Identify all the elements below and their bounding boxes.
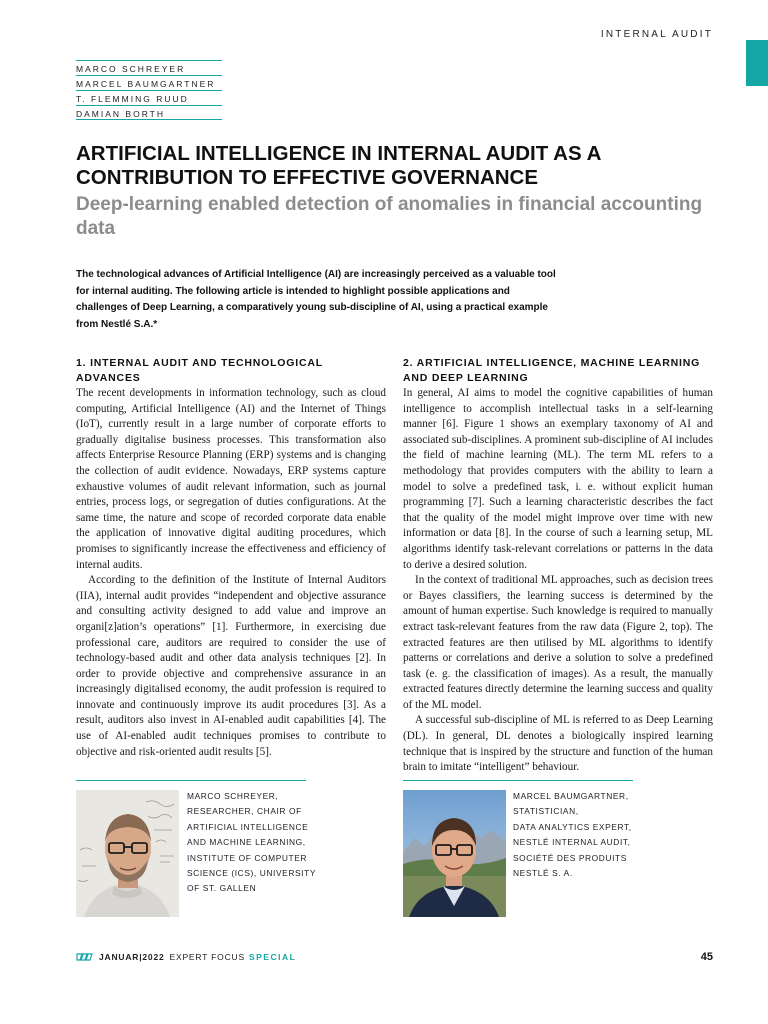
bio-line: SOCIÉTÉ DES PRODUITS (513, 852, 627, 863)
author-bio-schreyer (187, 789, 317, 897)
bio-line: INSTITUTE OF COMPUTER (187, 852, 308, 863)
running-head: INTERNAL AUDIT (600, 29, 713, 40)
bio-line: OF ST. GALLEN (187, 883, 257, 894)
author-photo-baumgartner (403, 790, 506, 917)
article-subtitle: Deep-learning enabled detection of anomalies in financial accounting data (76, 194, 703, 239)
section-1-paragraph: The recent developments in information technology, such as cloud computing, Artificial Intelligence (AI) and the Internet of Things (IoT), currently result in a large number of corporate efforts to gradually digitalise business processes. This transformation also affects Enterprise Resource Planning (ERP) systems and is changing the collection of audit evidence. Nowadays, ERP systems capture exhaustive volumes of audit relevant information, such as journal entries, process logs, or segregation of duties configurations. At the same time, the nature and scope of recorded corporate data enable the application of innovative digital auditing procedures, which promises to significantly increase the effectiveness and efficiency of internal audits. (76, 387, 386, 571)
portrait-image (403, 790, 506, 917)
column-left (76, 356, 386, 760)
author-name: MARCEL BAUMGARTNER (76, 75, 222, 90)
portrait-image (76, 790, 179, 917)
bio-line: AND MACHINE LEARNING, (187, 837, 306, 848)
bio-line: SCIENCE (ICS), UNIVERSITY (187, 868, 317, 879)
bio-line: NESTLÉ INTERNAL AUDIT, (513, 837, 631, 848)
article-abstract: The technological advances of Artificial Intelligence (AI) are increasingly perceived as a valuable tool for internal auditing. The following article is intended to highlight possible applications and challenges of Deep Learning, a comparatively young sub-discipline of AI, using a practical example from Nestlé S.A.* (76, 269, 556, 330)
publisher-logo-icon (76, 952, 93, 962)
section-color-tab (746, 40, 768, 86)
author-photo-schreyer (76, 790, 179, 917)
author-name: MARCO SCHREYER (76, 60, 222, 75)
page-footer (76, 950, 716, 964)
bio-line: RESEARCHER, CHAIR OF (187, 806, 302, 817)
section-2-heading: 2. ARTIFICIAL INTELLIGENCE, MACHINE LEARNING AND DEEP LEARNING (403, 357, 701, 384)
footer-special: SPECIAL (248, 952, 297, 962)
section-2-paragraph: In general, AI aims to model the cognitive capabilities of human intelligence to accomplish intellectual tasks in a self-learning manner [6]. Figure 1 shows an exemplary taxonomy of AI and associated sub-disciplines. A prominent sub-discipline of AI includes the field of machine learning (ML). The term ML refers to a methodology that provides computers with the ability to learn a model to solve a predefined task, i. e. without explicit human programming [7]. Such a learning characteristic describes the fact that the quality of the model might improve over time with new information or data [8]. In the course of such a learning setup, ML algorithms identify task-relevant correlations or patterns in the data to derive a desired solution. (403, 387, 713, 571)
section-1-heading: 1. INTERNAL AUDIT AND TECHNOLOGICAL ADVANCES (76, 357, 323, 384)
author-list (76, 60, 222, 120)
bio-divider (403, 780, 633, 781)
section-2-paragraph: In the context of traditional ML approaches, such as decision trees or Bayes classifiers, the learning success is determined by the amount of human expertise. Such knowledge is required to manually extract task-relevant features from the raw data (Figure 2, top). The extracted features are then utilised by ML algorithms to identify patterns or correlations and derive a solution to solve a predefined task (e. g. the classification of images). As a result, the manually extracted features directly determine the learning success and quality of the ML model. (403, 574, 713, 711)
section-2-paragraph: A successful sub-discipline of ML is referred to as Deep Learning (DL). In general, DL denotes a biologically inspired learning technique that is inspired by the structure and function of the human brain to imitate “intelligent” behaviour. (403, 714, 713, 774)
section-1-paragraph: According to the definition of the Institute of Internal Auditors (IIA), internal audit provides “independent and objective assurance and consulting activity designed to add value and improve an organi[z]ation’s operations” [1]. Furthermore, in exercising due professional care, auditors are required to consider the use of technology-based audit and other data analysis techniques [2]. In order to provide objective and comprehensive assurance in an increasingly digitalised economy, the audit profession is required to innovate and continuously improve its audit procedures [3]. As a result, auditors also invest in AI-enabled audit capabilities [4]. The use of AI-enabled audit techniques promises to contribute to objective and risk-oriented audit results [5]. (76, 574, 386, 758)
bio-divider (76, 780, 306, 781)
bio-line: STATISTICIAN, (513, 806, 579, 817)
author-name: T. FLEMMING RUUD (76, 90, 222, 105)
bio-name: MARCEL BAUMGARTNER, (513, 791, 629, 801)
bio-name: MARCO SCHREYER, (187, 791, 279, 801)
bio-line: NESTLÉ S. A. (513, 868, 573, 879)
bio-line: DATA ANALYTICS EXPERT, (513, 821, 632, 832)
author-bio-baumgartner (513, 789, 643, 881)
article-title: ARTIFICIAL INTELLIGENCE IN INTERNAL AUDIT AS A CONTRIBUTION TO EFFECTIVE GOVERNANCE (76, 142, 601, 189)
column-right (403, 356, 713, 776)
bio-line: ARTIFICIAL INTELLIGENCE (187, 821, 309, 832)
footer-issue: JANUAR|2022 (99, 952, 165, 962)
footer-magazine: EXPERT FOCUS (169, 952, 245, 962)
author-name: DAMIAN BORTH (76, 105, 222, 120)
page-number: 45 (700, 951, 713, 963)
